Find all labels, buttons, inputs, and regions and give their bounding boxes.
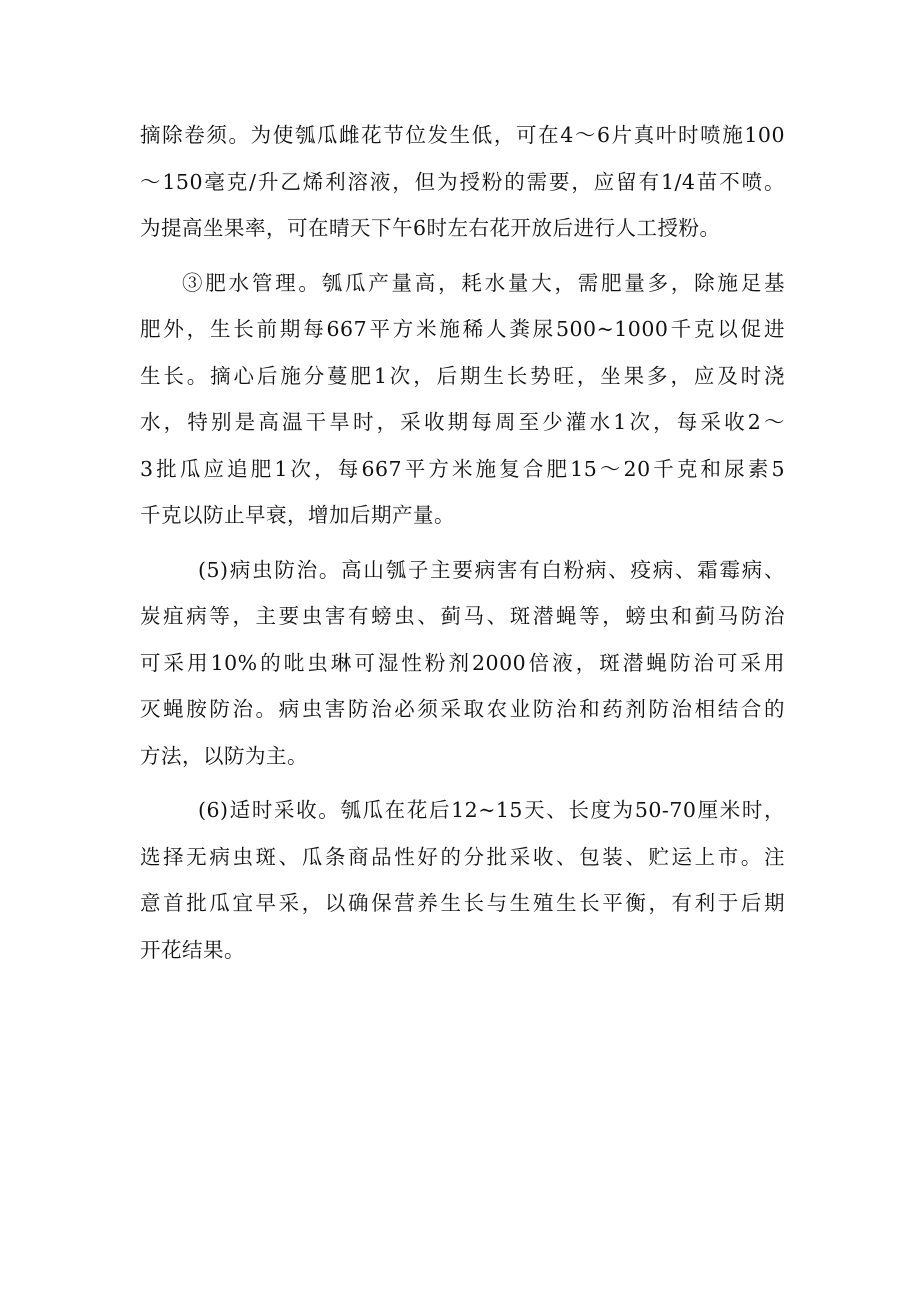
text-line: 肥外，生长前期每667平方米施稀人粪尿500~1000千克以促进 bbox=[140, 317, 785, 341]
text-line: 千克以防止早衰，增加后期产量。 bbox=[140, 503, 455, 527]
text-line: 生长。摘心后施分蔓肥1次，后期生长势旺，坐果多，应及时浇 bbox=[140, 363, 785, 388]
text-line: ③肥水管理。瓠瓜产量高，耗水量大，需肥量多，除施足基 bbox=[182, 270, 785, 295]
text-line: 为提高坐果率，可在晴天下午6时左右花开放后进行人工授粉。 bbox=[140, 216, 721, 240]
text-line: 灭蝇胺防治。病虫害防治必须采取农业防治和药剂防治相结合的 bbox=[140, 697, 785, 721]
text-line: 意首批瓜宜早采，以确保营养生长与生殖生长平衡，有利于后期 bbox=[140, 891, 785, 915]
text-line: 开花结果。 bbox=[140, 937, 245, 962]
text-line: 方法，以防为主。 bbox=[140, 743, 308, 768]
text-line: ～150毫克/升乙烯利溶液，但为授粉的需要，应留有1/4苗不喷。 bbox=[140, 169, 785, 194]
paragraph-harvest bbox=[140, 787, 785, 973]
text-line: (6)适时采收。瓠瓜在花后12~15天、长度为50-70厘米时， bbox=[198, 798, 785, 822]
body-text bbox=[140, 112, 785, 973]
text-line: 3批瓜应追肥1次，每667平方米施复合肥15～20千克和尿素5 bbox=[140, 456, 785, 481]
text-line: 选择无病虫斑、瓜条商品性好的分批采收、包装、贮运上市。注 bbox=[140, 844, 785, 869]
text-line: 摘除卷须。为使瓠瓜雌花节位发生低，可在4～6片真叶时喷施100 bbox=[140, 123, 785, 147]
text-line: 可采用10%的吡虫琳可湿性粉剂2000倍液，斑潜蝇防治可采用 bbox=[140, 650, 785, 675]
paragraph-pest-control bbox=[140, 547, 785, 780]
text-line: 炭疽病等，主要虫害有螃虫、蓟马、斑潜蝇等，螃虫和蓟马防治 bbox=[140, 604, 785, 628]
text-line: (5)病虫防治。高山瓠子主要病害有白粉病、疫病、霜霉病、 bbox=[198, 557, 785, 582]
paragraph-fertilizer-water bbox=[140, 260, 785, 539]
text-line: 水，特别是高温干旱时，采收期每周至少灌水1次，每采收2～ bbox=[140, 410, 785, 434]
paragraph-pollination bbox=[140, 112, 785, 252]
